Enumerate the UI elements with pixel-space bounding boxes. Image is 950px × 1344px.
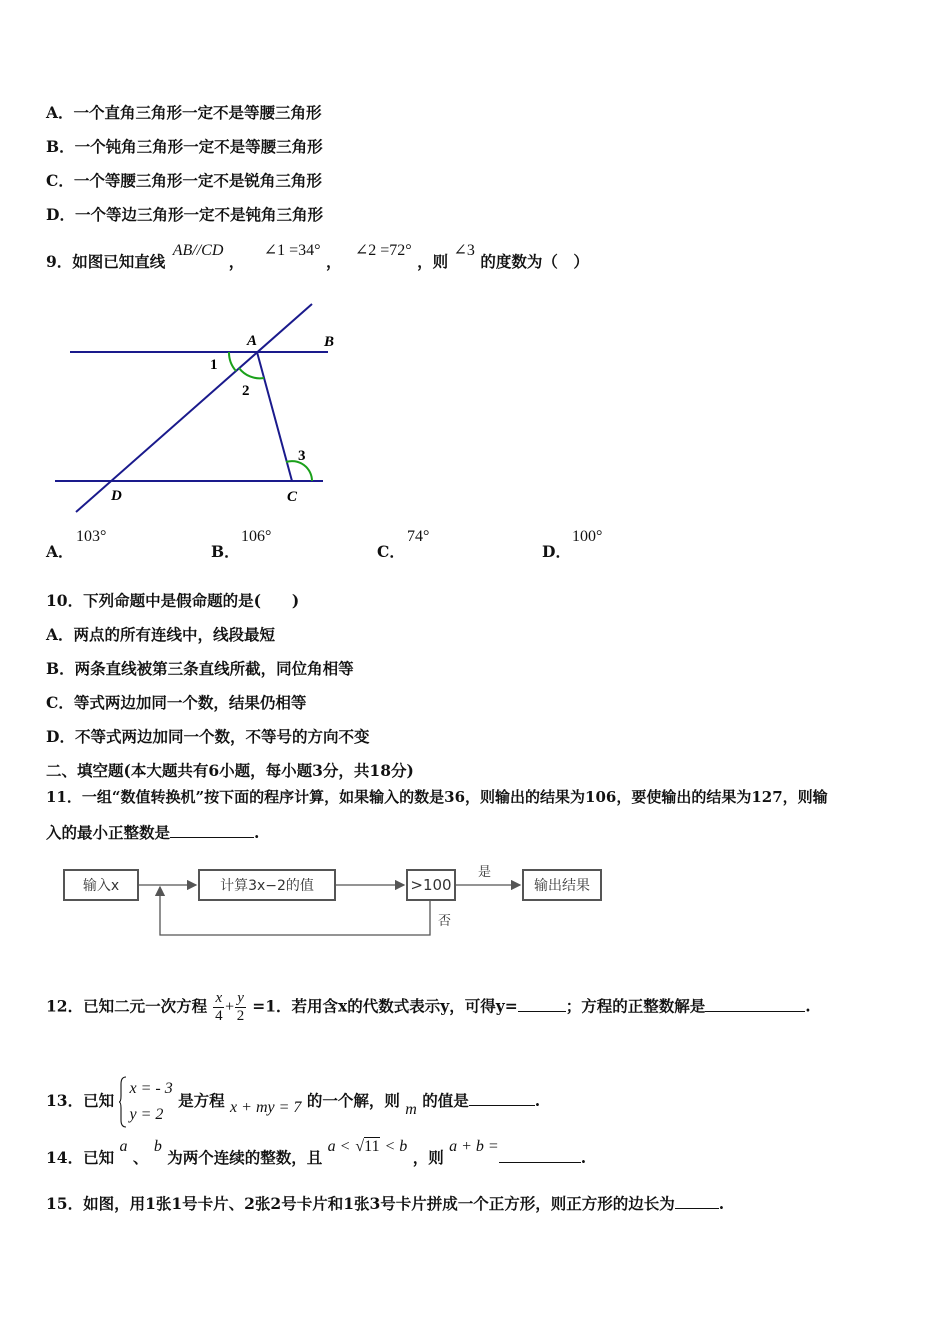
q10-option-d-label: D． — [46, 727, 75, 746]
q9-option-d — [542, 528, 603, 562]
q8-option-a-text: 一个直角三角形一定不是等腰三角形 — [73, 103, 322, 122]
q9-option-a-value: 103° — [76, 528, 107, 545]
flow-output-text: 输出结果 — [534, 878, 590, 894]
q13-mid2: 的一个解，则 — [306, 1091, 400, 1110]
q10-option-b-label: B． — [46, 659, 75, 678]
q9-mid: ，则 — [417, 252, 449, 271]
q13-answer-blank — [469, 1091, 535, 1106]
q12-answer-blank-2 — [705, 997, 805, 1012]
q8-option-a-label: A． — [46, 103, 74, 122]
q15-end: . — [718, 1194, 725, 1213]
q14-var-b: b — [153, 1138, 162, 1155]
flow-input-text: 输入x — [82, 878, 120, 894]
q9-expr-angle2: ∠2 =72° — [354, 242, 412, 259]
label-d: D — [111, 488, 122, 504]
q9-option-a-label: A． — [46, 542, 74, 561]
q10-option-b — [46, 659, 354, 679]
q11-end: . — [254, 823, 260, 842]
q9-option-d-value: 100° — [572, 528, 603, 545]
q12-frac-x-num: x — [215, 990, 223, 1006]
flow-no-label: 否 — [438, 914, 452, 929]
angle1-arc — [229, 352, 236, 371]
q8-option-c — [46, 171, 322, 191]
q9-option-b-label: B． — [211, 542, 240, 561]
q9-expr-parallel: AB//CD — [172, 242, 224, 259]
q9-expr-angle1: ∠1 =34° — [263, 242, 321, 259]
q11-text: 入的最小正整数是 — [46, 823, 171, 842]
q12-frac-y-den: 2 — [236, 1008, 245, 1024]
q13-expr: x + my = 7 — [230, 1099, 302, 1116]
q9-option-b — [211, 528, 272, 562]
q14-ineq-left: a < — [327, 1138, 351, 1155]
q9-sep1: ， — [228, 252, 245, 271]
q13-eq2: y = 2 — [129, 1106, 164, 1123]
q12-frac-y — [235, 990, 246, 1025]
flow-arrows — [60, 860, 620, 940]
q14-sqrt — [355, 1137, 379, 1155]
q10-option-a — [46, 625, 275, 645]
flow-compute-text: 计算3x−2的值 — [220, 878, 314, 894]
q12-answer-blank-1 — [518, 997, 566, 1012]
q10-option-d-text: 不等式两边加同一个数，不等号的方向不变 — [74, 727, 370, 746]
q14-inequality — [328, 1136, 408, 1157]
label-c: C — [287, 489, 298, 505]
q15-answer-blank — [675, 1194, 719, 1209]
q8-option-a — [46, 103, 322, 123]
q9-expr-angle3: ∠3 — [453, 242, 475, 259]
q12-line — [46, 990, 811, 1025]
q14-answer-blank — [499, 1148, 581, 1163]
q14-mid2: ，则 — [412, 1148, 444, 1167]
q8-option-c-label: C． — [46, 171, 74, 190]
q14-sep: 、 — [132, 1148, 149, 1167]
q14-mid: 为两个连续的整数，且 — [167, 1148, 323, 1167]
arrow-loop-back — [160, 887, 430, 935]
angle2-arc — [239, 368, 264, 378]
q9-stem — [46, 242, 589, 273]
flow-yes-label: 是 — [478, 865, 492, 880]
sqrt-icon: √ — [355, 1138, 365, 1155]
q10-option-d — [46, 727, 369, 747]
flow-compare-text: >100 — [410, 876, 452, 894]
q11-line1: 11．一组“数值转换机”按下面的程序计算，如果输入的数是36，则输出的结果为106，要使输出的结果为127，则输 — [46, 788, 828, 806]
q8-option-d — [46, 205, 323, 225]
label-a: A — [247, 333, 258, 349]
q13-prefix: 13．已知 — [46, 1091, 115, 1110]
q9-prefix: 9．如图已知直线 — [46, 252, 166, 271]
q14-expr: a + b = — [449, 1138, 499, 1155]
q10-stem: 10．下列命题中是假命题的是( ) — [46, 591, 300, 610]
q8-option-b — [46, 137, 323, 157]
q11-answer-blank — [170, 823, 254, 838]
q8-option-c-text: 一个等腰三角形一定不是锐角三角形 — [73, 171, 322, 190]
q9-suffix: 的度数为（ ） — [480, 252, 589, 271]
q10-option-a-text: 两点的所有连线中，线段最短 — [73, 625, 276, 644]
q12-frac-x — [213, 990, 224, 1025]
q10-option-a-label: A． — [46, 625, 74, 644]
q9-figure — [50, 295, 350, 525]
q9-option-d-label: D． — [542, 542, 571, 561]
q13-suffix: 的值是 — [422, 1091, 469, 1110]
q9-sep2: ， — [325, 252, 342, 271]
q12-mid: =1．若用含x的代数式表示y，可得y= — [252, 996, 518, 1016]
q12-plus: + — [225, 998, 235, 1016]
q10-option-c-label: C． — [46, 693, 74, 712]
q12-frac-x-den: 4 — [215, 1008, 223, 1024]
q12-frac-y-num: y — [237, 990, 244, 1006]
q12-end: . — [805, 996, 811, 1016]
q13-mid: 是方程 — [178, 1091, 225, 1110]
q8-option-b-label: B． — [46, 137, 75, 156]
q8-option-d-label: D． — [46, 205, 75, 224]
q15-line — [46, 1194, 724, 1214]
q11-line2 — [46, 823, 259, 843]
q12-prefix: 12．已知二元一次方程 — [46, 996, 208, 1016]
q13-brace-icon — [119, 1076, 127, 1128]
q13-end: . — [534, 1091, 541, 1110]
q13-eq1: x = - 3 — [129, 1080, 173, 1097]
q9-option-b-value: 106° — [241, 528, 272, 545]
q9-option-c — [377, 528, 430, 562]
q14-ineq-right: < b — [384, 1138, 408, 1155]
q14-line — [46, 1138, 587, 1169]
q14-end: . — [580, 1148, 587, 1167]
q10-option-c — [46, 693, 306, 713]
q14-var-a: a — [119, 1138, 128, 1155]
q13-var: m — [405, 1101, 417, 1118]
section-2-header: 二、填空题(本大题共有6小题，每小题3分，共18分) — [46, 761, 414, 780]
q10-option-c-text: 等式两边加同一个数，结果仍相等 — [73, 693, 307, 712]
q12-mid2: ；方程的正整数解是 — [565, 996, 706, 1016]
q9-option-c-label: C． — [377, 542, 405, 561]
q15-text: 15．如图，用1张1号卡片、2张2号卡片和1张3号卡片拼成一个正方形，则正方形的边长为 — [46, 1194, 675, 1213]
label-b: B — [324, 334, 335, 350]
q14-prefix: 14．已知 — [46, 1148, 115, 1167]
q9-option-a — [46, 528, 107, 562]
label-1: 1 — [210, 357, 218, 373]
q8-option-b-text: 一个钝角三角形一定不是等腰三角形 — [74, 137, 323, 156]
q13-line — [46, 1076, 540, 1128]
label-2: 2 — [242, 383, 250, 399]
q10-option-b-text: 两条直线被第三条直线所截，同位角相等 — [74, 659, 354, 678]
q8-option-d-text: 一个等边三角形一定不是钝角三角形 — [74, 205, 323, 224]
label-3: 3 — [298, 448, 306, 464]
q13-system — [119, 1076, 172, 1128]
q9-option-c-value: 74° — [407, 528, 430, 545]
q11-flowchart — [60, 860, 620, 940]
q14-sqrt-radicand: 11 — [364, 1138, 380, 1155]
